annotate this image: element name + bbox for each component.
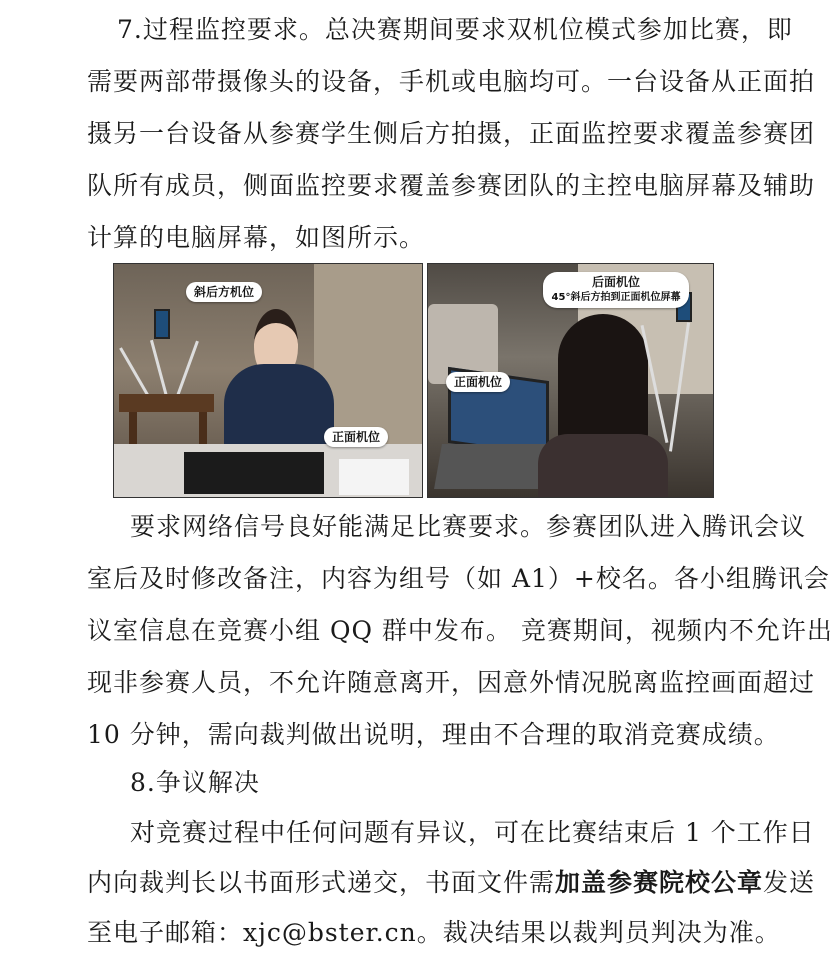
network-line-5: 10 分钟，需向裁判做出说明，理由不合理的取消竞赛成绩。 xyxy=(87,720,780,749)
laptop xyxy=(184,452,324,494)
dispute-line-2-post: 发送 xyxy=(763,868,816,897)
section-8-heading: 8.争议解决 xyxy=(130,768,260,797)
tripod-leg xyxy=(119,347,152,400)
p7-line-2: 需要两部带摄像头的设备，手机或电脑均可。一台设备从正面拍 xyxy=(87,67,816,96)
p7-line-1: 7.过程监控要求。总决赛期间要求双机位模式参加比赛，即 xyxy=(117,15,793,44)
dispute-line-3: 至电子邮箱：xjc@bster.cn。裁决结果以裁判员判决为准。 xyxy=(87,918,781,947)
network-line-4: 现非参赛人员，不允许随意离开，因意外情况脱离监控画面超过 xyxy=(87,668,816,697)
label-front-camera: 正面机位 xyxy=(324,427,388,447)
label-back-camera xyxy=(543,272,689,308)
camera-setup-photo-rear xyxy=(427,263,714,498)
label-back-camera-title: 后面机位 xyxy=(591,275,640,289)
label-front-camera: 正面机位 xyxy=(446,372,510,392)
network-line-3: 议室信息在竞赛小组 QQ 群中发布。 竞赛期间，视频内不允许出 xyxy=(87,616,833,645)
p7-line-3: 摄另一台设备从参赛学生侧后方拍摄，正面监控要求覆盖参赛团 xyxy=(87,119,816,148)
p7-line-4: 队所有成员，侧面监控要求覆盖参赛团队的主控电脑屏幕及辅助 xyxy=(87,171,816,200)
label-back-camera-note: 45°斜后方拍到正面机位屏幕 xyxy=(551,292,681,303)
student-shoulder xyxy=(538,434,668,497)
camera-setup-photo-front xyxy=(113,263,423,498)
dispute-line-1: 对竞赛过程中任何问题有异议，可在比赛结束后 1 个工作日 xyxy=(130,818,815,847)
label-rear-camera: 斜后方机位 xyxy=(186,282,262,302)
student-hair xyxy=(558,314,648,454)
wooden-table xyxy=(119,394,214,412)
p7-line-5: 计算的电脑屏幕，如图所示。 xyxy=(87,223,426,252)
dispute-line-2-pre: 内向裁判长以书面形式递交，书面文件需 xyxy=(87,868,556,897)
paper-sheet xyxy=(339,459,409,495)
dispute-line-2-bold: 加盖参赛院校公章 xyxy=(555,868,764,897)
network-line-1: 要求网络信号良好能满足比赛要求。参赛团队进入腾讯会议 xyxy=(130,512,807,541)
network-line-2: 室后及时修改备注，内容为组号（如 A1）+校名。各小组腾讯会 xyxy=(87,564,830,593)
dispute-line-2 xyxy=(87,868,815,898)
phone-on-tripod xyxy=(154,309,170,339)
